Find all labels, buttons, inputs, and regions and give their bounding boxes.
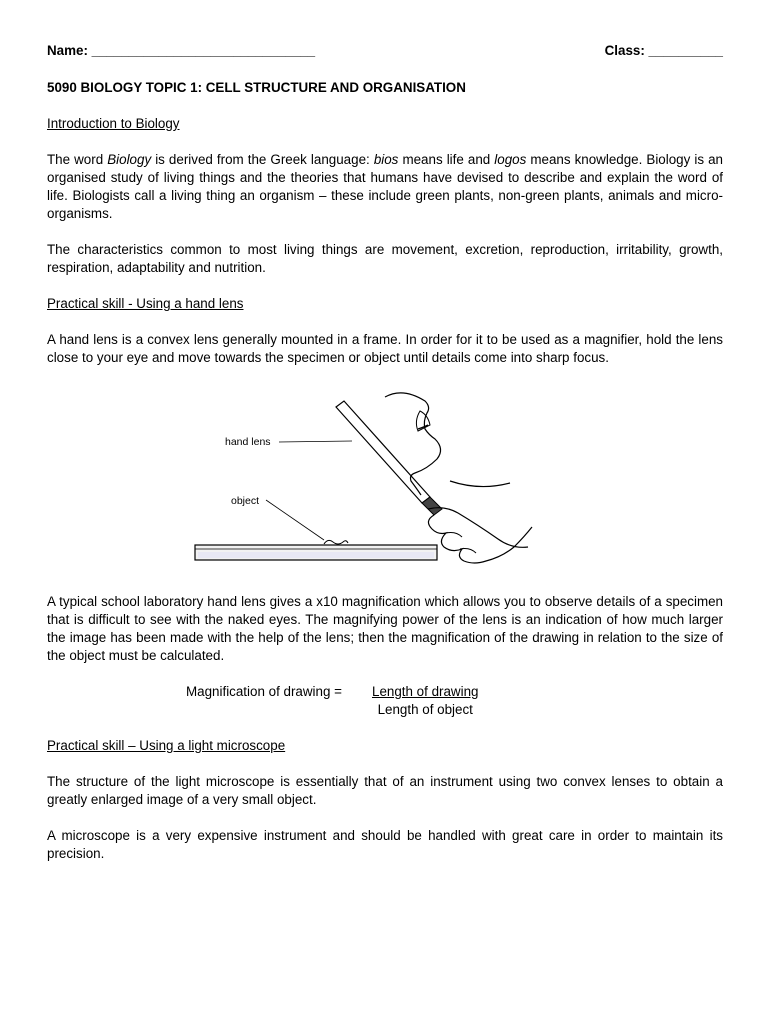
microscope-paragraph-2: A microscope is a very expensive instrument and should be handled with great care in order to maintain its precision. (47, 828, 723, 861)
name-field-label: Name: ______________________________ (47, 43, 316, 58)
magnification-formula (186, 683, 723, 719)
hand-lens-illustration (192, 385, 592, 575)
formula-numerator: Length of drawing (372, 684, 479, 699)
formula-fraction (372, 683, 478, 719)
intro-paragraph-2: The characteristics common to most living things are movement, excretion, reproduction, irritability, growth, respiration, adaptability and nutrition. (47, 242, 723, 275)
figure-label-hand-lens: hand lens (225, 436, 271, 448)
class-field-label: Class: __________ (604, 43, 723, 58)
hand-lens-paragraph-1: A hand lens is a convex lens generally mounted in a frame. In order for it to be used as a magnifier, hold the lens close to your eye and move towards the specimen or object until details come into sharp focus. (47, 332, 723, 365)
document-title: 5090 BIOLOGY TOPIC 1: CELL STRUCTURE AND ORGANISATION (47, 80, 466, 95)
hand-lens-figure (192, 385, 592, 575)
figure-label-object: object (231, 495, 260, 507)
header-row (47, 42, 723, 62)
document-page (47, 42, 723, 863)
hand-lens-heading: Practical skill - Using a hand lens (47, 296, 244, 311)
intro-paragraph-1: The word Biology is derived from the Greek language: bios means life and logos means knowledge. Biology is an organised study of living things and the theories that humans have devised to describe and explain the word of life. Biologists call a living thing an organism – these include green plants, non-green plants, animals and micro-organisms. (47, 152, 723, 221)
microscope-paragraph-1: The structure of the light microscope is essentially that of an instrument using two convex lenses to obtain a greatly enlarged image of a very small object. (47, 774, 723, 807)
formula-lhs: Magnification of drawing = (186, 684, 342, 699)
microscope-heading: Practical skill – Using a light microscope (47, 738, 286, 753)
intro-heading: Introduction to Biology (47, 116, 180, 131)
hand-lens-paragraph-2: A typical school laboratory hand lens gives a x10 magnification which allows you to observe details of a specimen that is difficult to see with the naked eyes. The magnifying power of the lens is an indication of how much larger the image has been made with the help of the lens; then the magnification of the drawing in relation to the size of the object must be calculated. (47, 594, 723, 663)
formula-denominator: Length of object (377, 702, 473, 717)
